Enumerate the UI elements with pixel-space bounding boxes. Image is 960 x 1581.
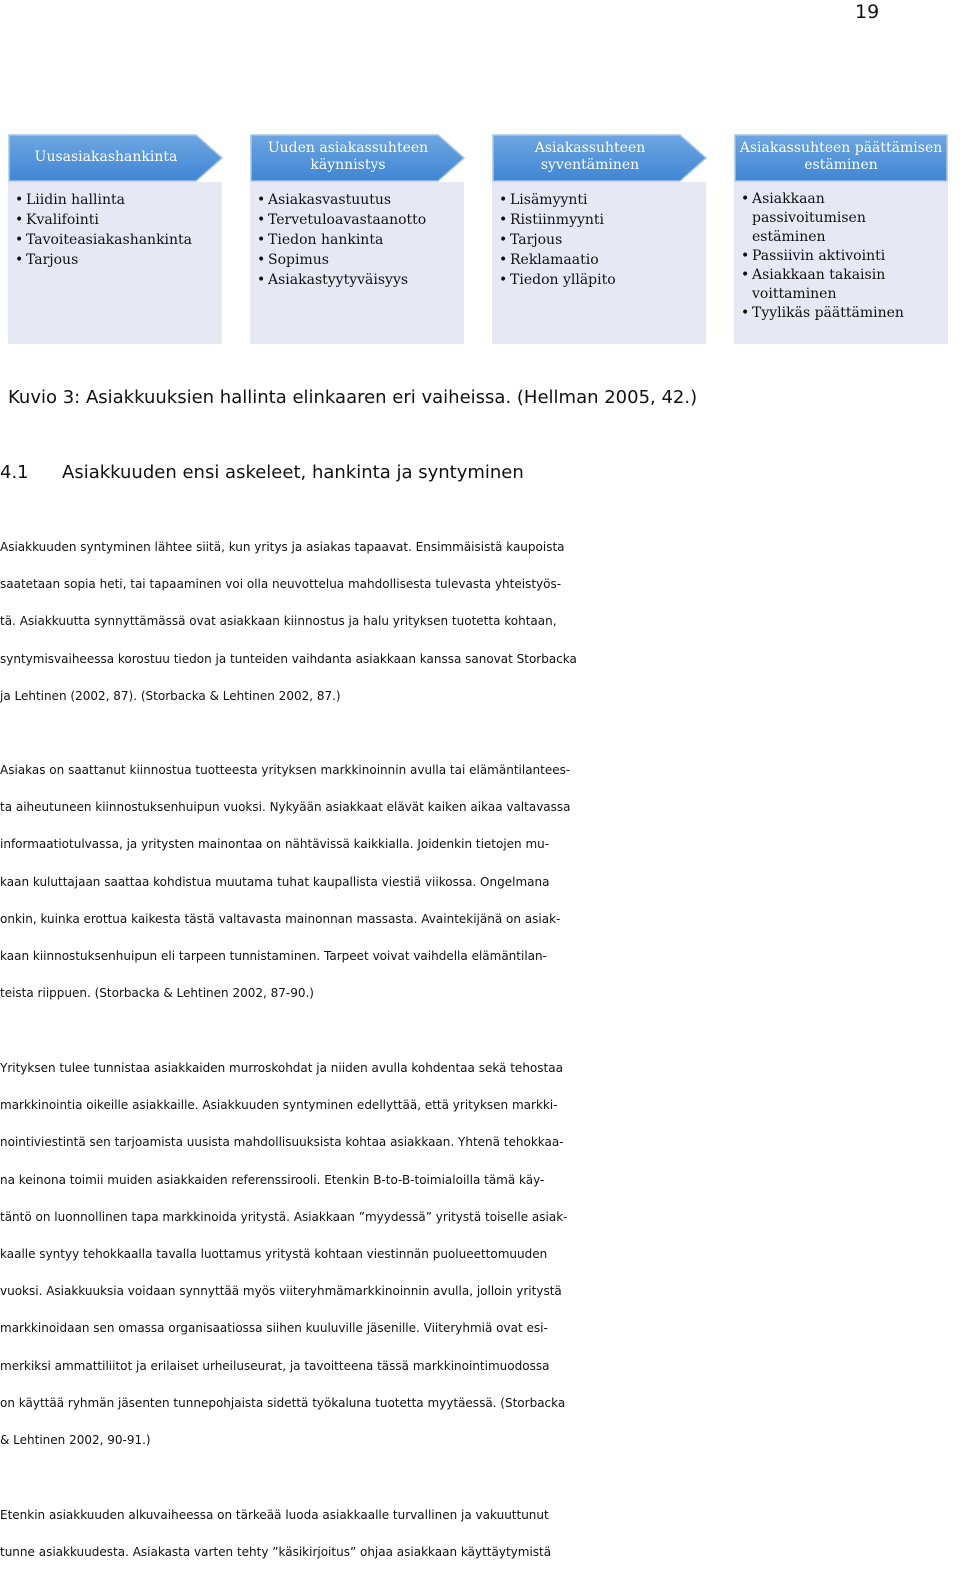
section-heading xyxy=(0,461,524,485)
stage-body xyxy=(8,182,222,344)
stage-header xyxy=(734,134,943,183)
stage-header xyxy=(250,134,446,183)
stage-relationship-start xyxy=(250,134,465,346)
list-item: • Tarjous xyxy=(14,250,216,270)
list-item: • Asiakastyytyväisyys xyxy=(256,270,458,290)
text-line: täntö on luonnollinen tapa markkinoida yritystä. Asiakkaan ”myydessä” yritystä toiselle asiak- xyxy=(0,1209,568,1224)
stage-header xyxy=(492,134,688,183)
list-item: • Asiakasvastuutus xyxy=(256,190,458,210)
text-line: saatetaan sopia heti, tai tapaaminen voi olla neuvottelua mahdollisesta tulevasta yhteistyös- xyxy=(0,577,562,592)
paragraph-3 xyxy=(0,1050,920,1459)
text-line: tunne asiakkuudesta. Asiakasta varten tehty ”käsikirjoitus” ohjaa asiakkaan käyttäytymistä xyxy=(0,1545,552,1560)
page-number: 19 xyxy=(855,1,880,23)
list-item: • Kvalifointi xyxy=(14,210,216,230)
text-line: syntymisvaiheessa korostuu tiedon ja tunteiden vaihdanta asiakkaan kanssa sanovat Storbacka xyxy=(0,651,577,666)
section-title: Asiakkuuden ensi askeleet, hankinta ja syntyminen xyxy=(62,462,524,483)
text-line: ta aiheutuneen kiinnostuksenhuipun vuoksi. Nykyään asiakkaat elävät kaiken aikaa valtavassa xyxy=(0,800,571,815)
text-line: informaatiotulvassa, ja yritysten mainontaa on nähtävissä kaikkialla. Joidenkin tietojen mu- xyxy=(0,837,550,852)
text-line: kaan kuluttajaan saattaa kohdistua muutama tuhat kaupallista viestiä viikossa. Ongelmana xyxy=(0,874,550,889)
list-item: • Tervetuloavastaanotto xyxy=(256,210,458,230)
list-item: • Lisämyynti xyxy=(498,190,700,210)
list-item: • Asiakkaan passivoitumisen estäminen xyxy=(740,190,912,247)
list-item: • Tyylikäs päättäminen xyxy=(740,304,942,323)
text-line: on käyttää ryhmän jäsenten tunnepohjaista sidettä työkaluna tuotetta myytäessä. (Storbacka xyxy=(0,1395,566,1410)
text-line: Asiakas on saattanut kiinnostua tuotteesta yrityksen markkinoinnin avulla tai elämäntilantees- xyxy=(0,763,571,777)
text-line: teista riippuen. (Storbacka & Lehtinen 2002, 87-90.) xyxy=(0,986,314,1001)
text-line: merkiksi ammattiliitot ja erilaiset urheiluseurat, ja tavoitteena tässä markkinointimuodossa xyxy=(0,1358,550,1373)
section-number: 4.1 xyxy=(0,462,29,483)
list-item: • Ristiinmyynti xyxy=(498,210,700,230)
text-line: Asiakkuuden syntyminen lähtee siitä, kun yritys ja asiakas tapaavat. Ensimmäisistä kaupoista xyxy=(0,540,565,554)
text-line: Yrityksen tulee tunnistaa asiakkaiden murroskohdat ja niiden avulla kohdentaa sekä tehostaa xyxy=(0,1061,563,1075)
list-item: • Tavoiteasiakashankinta xyxy=(14,230,216,250)
list-item: • Asiakkaan takaisin voittaminen xyxy=(740,266,912,304)
text-line: onkin, kuinka erottua kaikesta tästä valtavasta mainonnan massasta. Avaintekijänä on asiak- xyxy=(0,911,561,926)
text-line: kaalle syntyy tehokkaalla tavalla luottamus yritystä kohtaan viestinnän puolueettomuuden xyxy=(0,1246,548,1261)
stage-title: Uusasiakashankinta xyxy=(34,148,178,165)
text-line: markkinointia oikeille asiakkaille. Asiakkuuden syntyminen edellyttää, että yrityksen markki- xyxy=(0,1098,558,1113)
paragraph-4 xyxy=(0,1497,920,1571)
stage-body xyxy=(734,182,948,344)
figure-caption: Kuvio 3: Asiakkuuksien hallinta elinkaaren eri vaiheissa. (Hellman 2005, 42.) xyxy=(8,387,698,408)
text-line: vuoksi. Asiakkuuksia voidaan synnyttää myös viiteryhmämarkkinoinnin avulla, jolloin yritystä xyxy=(0,1284,562,1299)
stage-header xyxy=(8,134,204,183)
stage-title: Asiakassuhteen syventäminen xyxy=(534,140,646,173)
stage-termination-prevention xyxy=(734,134,949,346)
stage-new-customer-acquisition xyxy=(8,134,223,346)
stage-body xyxy=(492,182,706,344)
text-line: tä. Asiakkuutta synnyttämässä ovat asiakkaan kiinnostus ja halu yrityksen tuotetta kohtaan, xyxy=(0,614,557,629)
stage-relationship-deepening xyxy=(492,134,707,346)
stage-body xyxy=(250,182,464,344)
list-item: • Tarjous xyxy=(498,230,700,250)
stage-title: Asiakassuhteen päättämisen estäminen xyxy=(739,140,943,173)
list-item: • Tiedon ylläpito xyxy=(498,270,700,290)
text-line: kaan kiinnostuksenhuipun eli tarpeen tunnistaminen. Tarpeet voivat vaihdella elämäntilan- xyxy=(0,948,547,963)
text-line: & Lehtinen 2002, 90-91.) xyxy=(0,1432,151,1447)
text-line: markkinoidaan sen omassa organisaatiossa siihen kuuluville jäsenille. Viiteryhmiä ovat esi- xyxy=(0,1321,548,1336)
list-item: • Tiedon hankinta xyxy=(256,230,458,250)
paragraph-2 xyxy=(0,752,920,1012)
paragraph-1 xyxy=(0,529,920,715)
customer-lifecycle-diagram xyxy=(8,134,954,346)
text-line: na keinona toimii muiden asiakkaiden referenssirooli. Etenkin B-to-B-toimialoilla tämä käy- xyxy=(0,1172,545,1187)
list-item: • Passiivin aktivointi xyxy=(740,247,942,266)
list-item: • Sopimus xyxy=(256,250,458,270)
text-line: nointiviestintä sen tarjoamista uusista mahdollisuuksista kohtaa asiakkaan. Yhtenä tehokkaa- xyxy=(0,1135,564,1150)
list-item: • Reklamaatio xyxy=(498,250,700,270)
text-line: ja Lehtinen (2002, 87). (Storbacka & Lehtinen 2002, 87.) xyxy=(0,688,341,703)
stage-title: Uuden asiakassuhteen käynnistys xyxy=(267,140,429,173)
text-line: Etenkin asiakkuuden alkuvaiheessa on tärkeää luoda asiakkaalle turvallinen ja vakuuttunut xyxy=(0,1508,549,1522)
list-item: • Liidin hallinta xyxy=(14,190,216,210)
